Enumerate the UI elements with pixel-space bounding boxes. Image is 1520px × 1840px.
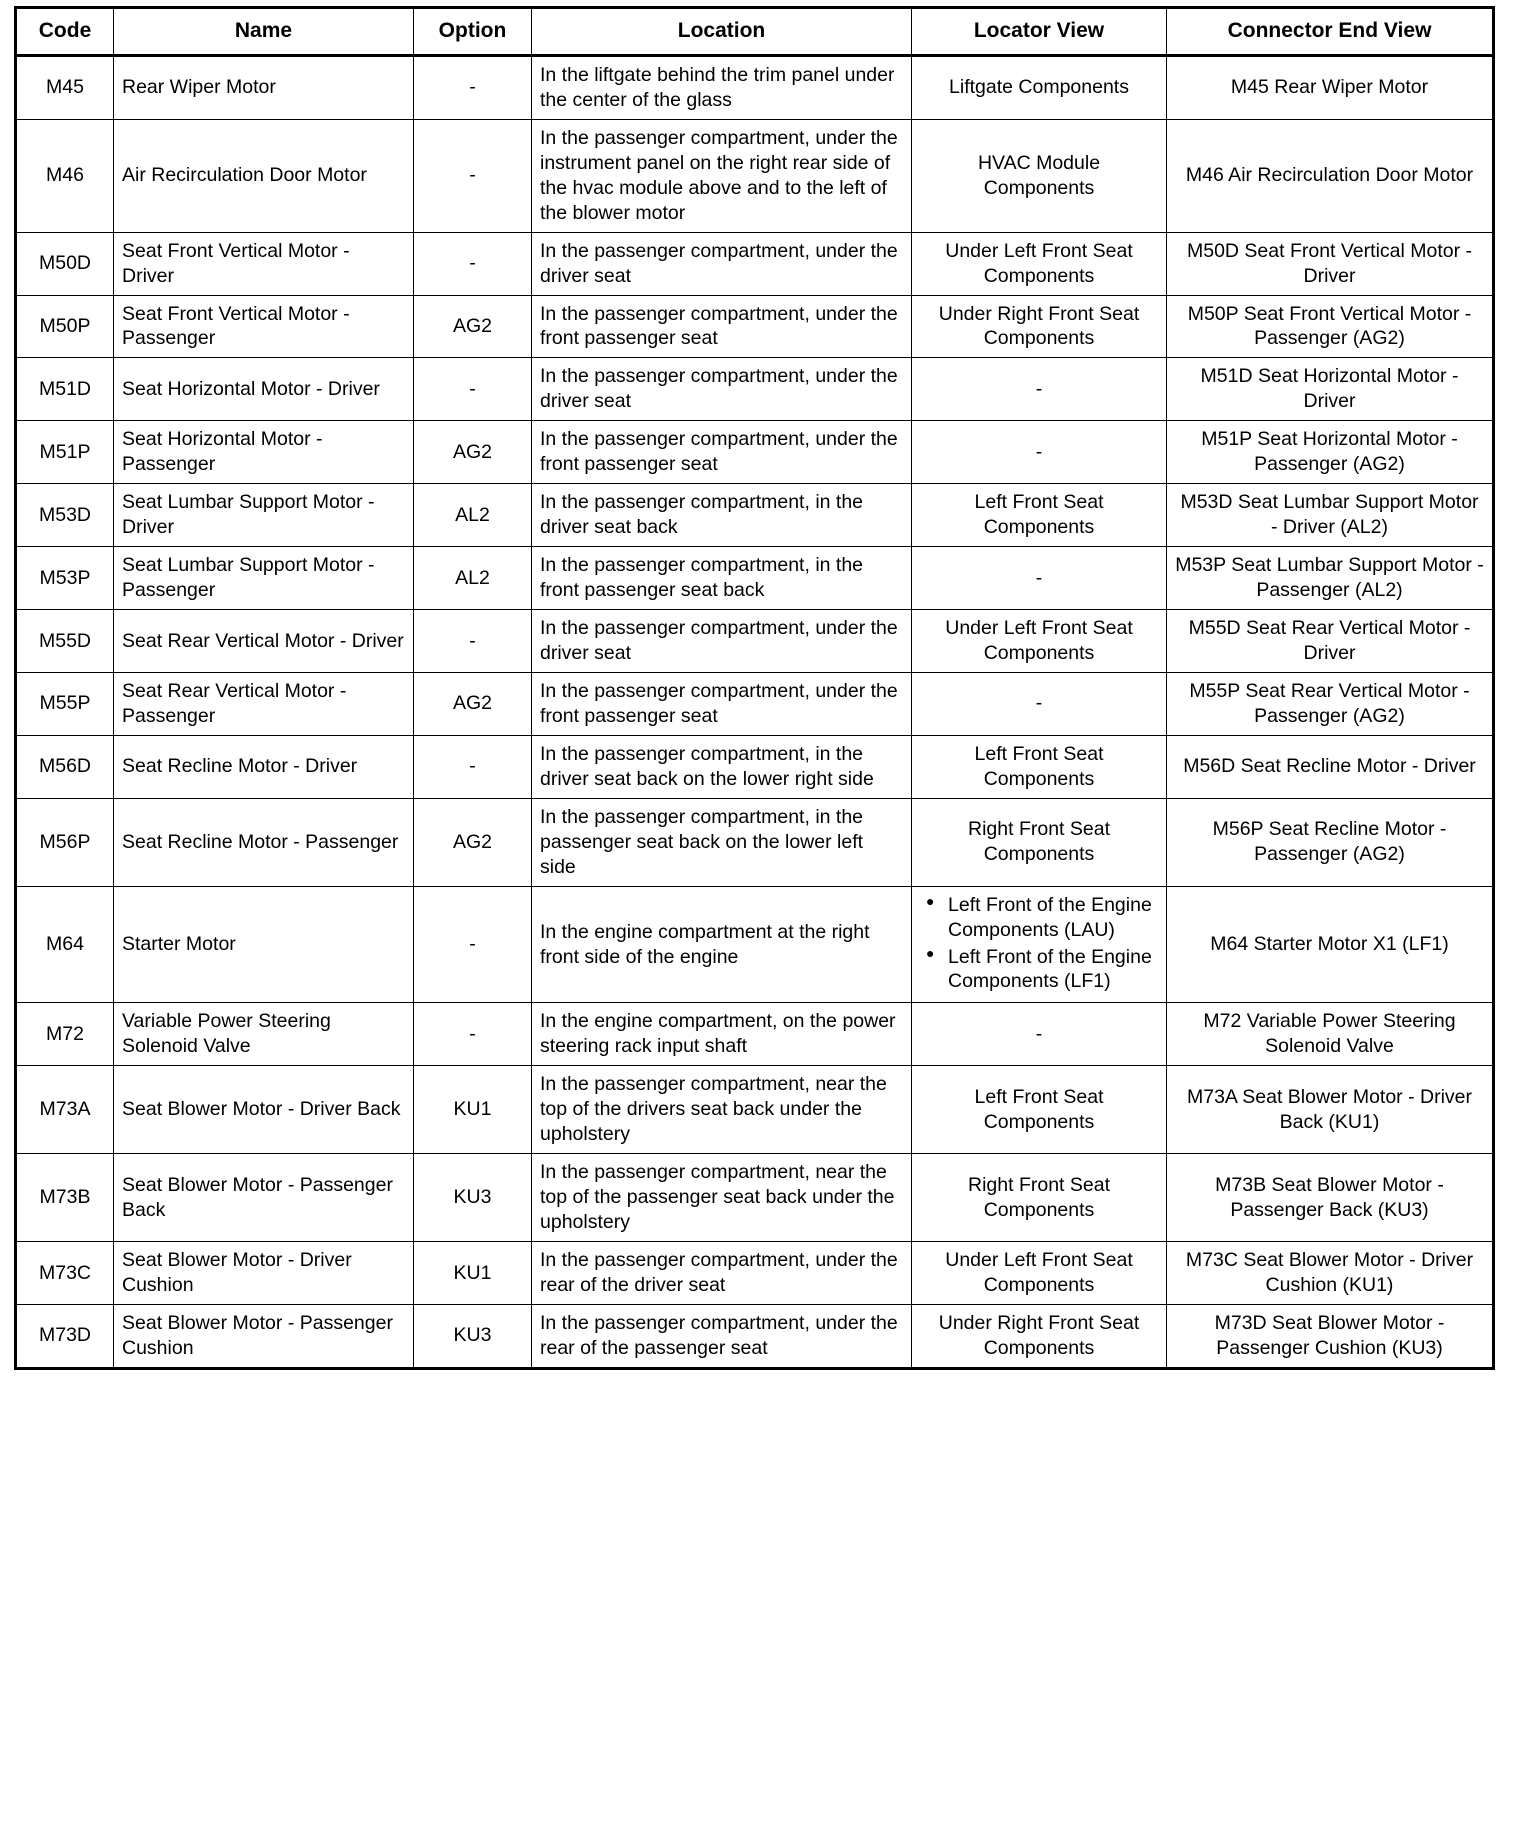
cell-location: In the passenger compartment, under the rear of the driver seat bbox=[532, 1242, 912, 1305]
cell-locator-view: Under Right Front Seat Components bbox=[912, 295, 1167, 358]
cell-name: Seat Horizontal Motor - Driver bbox=[114, 358, 414, 421]
table-row bbox=[16, 610, 1494, 673]
cell-code: M45 bbox=[16, 55, 114, 119]
cell-option: - bbox=[414, 358, 532, 421]
table-header-row bbox=[16, 8, 1494, 56]
cell-code: M73A bbox=[16, 1066, 114, 1154]
cell-locator-view: Liftgate Components bbox=[912, 55, 1167, 119]
cell-option: - bbox=[414, 886, 532, 1003]
cell-locator-view: - bbox=[912, 547, 1167, 610]
cell-option: AG2 bbox=[414, 295, 532, 358]
cell-name: Seat Lumbar Support Motor - Passenger bbox=[114, 547, 414, 610]
cell-locator-view: Under Right Front Seat Components bbox=[912, 1304, 1167, 1368]
cell-code: M50D bbox=[16, 232, 114, 295]
cell-location: In the liftgate behind the trim panel under the center of the glass bbox=[532, 55, 912, 119]
cell-location: In the passenger compartment, in the driver seat back on the lower right side bbox=[532, 735, 912, 798]
table-row bbox=[16, 119, 1494, 232]
cell-code: M56D bbox=[16, 735, 114, 798]
cell-option: AG2 bbox=[414, 672, 532, 735]
cell-name: Seat Lumbar Support Motor - Driver bbox=[114, 484, 414, 547]
cell-location: In the passenger compartment, in the front passenger seat back bbox=[532, 547, 912, 610]
cell-connector-end-view: M55P Seat Rear Vertical Motor - Passenger (AG2) bbox=[1167, 672, 1494, 735]
cell-option: - bbox=[414, 232, 532, 295]
cell-name: Rear Wiper Motor bbox=[114, 55, 414, 119]
table-row bbox=[16, 55, 1494, 119]
cell-connector-end-view: M51D Seat Horizontal Motor - Driver bbox=[1167, 358, 1494, 421]
cell-location: In the passenger compartment, in the driver seat back bbox=[532, 484, 912, 547]
table-body bbox=[16, 55, 1494, 1368]
cell-option: AG2 bbox=[414, 421, 532, 484]
table-row bbox=[16, 547, 1494, 610]
table-row bbox=[16, 735, 1494, 798]
cell-code: M55D bbox=[16, 610, 114, 673]
cell-location: In the passenger compartment, under the front passenger seat bbox=[532, 672, 912, 735]
cell-option: KU3 bbox=[414, 1154, 532, 1242]
cell-name: Starter Motor bbox=[114, 886, 414, 1003]
cell-connector-end-view: M53D Seat Lumbar Support Motor - Driver (AL2) bbox=[1167, 484, 1494, 547]
column-header-location: Location bbox=[532, 8, 912, 56]
cell-location: In the passenger compartment, under the instrument panel on the right rear side of the hvac module above and to the left of the blower motor bbox=[532, 119, 912, 232]
cell-connector-end-view: M73D Seat Blower Motor - Passenger Cushion (KU3) bbox=[1167, 1304, 1494, 1368]
column-header-connector-end-view: Connector End View bbox=[1167, 8, 1494, 56]
cell-location: In the passenger compartment, under the driver seat bbox=[532, 610, 912, 673]
cell-location: In the passenger compartment, under the driver seat bbox=[532, 358, 912, 421]
cell-location: In the passenger compartment, near the top of the drivers seat back under the upholstery bbox=[532, 1066, 912, 1154]
cell-locator-view: Under Left Front Seat Components bbox=[912, 1242, 1167, 1305]
table-row bbox=[16, 295, 1494, 358]
list-item: ● Left Front of the Engine Components (LAU) bbox=[946, 893, 1158, 943]
cell-option: AL2 bbox=[414, 484, 532, 547]
cell-option: - bbox=[414, 55, 532, 119]
cell-code: M64 bbox=[16, 886, 114, 1003]
cell-name: Seat Blower Motor - Passenger Back bbox=[114, 1154, 414, 1242]
cell-name: Seat Rear Vertical Motor - Driver bbox=[114, 610, 414, 673]
cell-connector-end-view: M51P Seat Horizontal Motor - Passenger (AG2) bbox=[1167, 421, 1494, 484]
cell-name: Seat Blower Motor - Driver Back bbox=[114, 1066, 414, 1154]
locator-view-list bbox=[920, 893, 1158, 995]
table-row bbox=[16, 484, 1494, 547]
cell-option: KU1 bbox=[414, 1242, 532, 1305]
cell-code: M53P bbox=[16, 547, 114, 610]
cell-locator-view: Under Left Front Seat Components bbox=[912, 232, 1167, 295]
table-row bbox=[16, 421, 1494, 484]
cell-name: Seat Horizontal Motor - Passenger bbox=[114, 421, 414, 484]
cell-locator-view: HVAC Module Components bbox=[912, 119, 1167, 232]
column-header-name: Name bbox=[114, 8, 414, 56]
cell-name: Air Recirculation Door Motor bbox=[114, 119, 414, 232]
cell-locator-view: Left Front Seat Components bbox=[912, 1066, 1167, 1154]
cell-locator-view: Right Front Seat Components bbox=[912, 798, 1167, 886]
cell-location: In the passenger compartment, under the front passenger seat bbox=[532, 421, 912, 484]
table-row bbox=[16, 1154, 1494, 1242]
cell-option: - bbox=[414, 119, 532, 232]
cell-connector-end-view: M56D Seat Recline Motor - Driver bbox=[1167, 735, 1494, 798]
cell-connector-end-view: M56P Seat Recline Motor - Passenger (AG2) bbox=[1167, 798, 1494, 886]
table-row bbox=[16, 358, 1494, 421]
cell-code: M56P bbox=[16, 798, 114, 886]
cell-location: In the passenger compartment, in the passenger seat back on the lower left side bbox=[532, 798, 912, 886]
cell-connector-end-view: M72 Variable Power Steering Solenoid Valve bbox=[1167, 1003, 1494, 1066]
cell-connector-end-view: M73B Seat Blower Motor - Passenger Back (KU3) bbox=[1167, 1154, 1494, 1242]
cell-locator-view: Under Left Front Seat Components bbox=[912, 610, 1167, 673]
column-header-code: Code bbox=[16, 8, 114, 56]
cell-code: M53D bbox=[16, 484, 114, 547]
cell-name: Seat Recline Motor - Passenger bbox=[114, 798, 414, 886]
cell-option: - bbox=[414, 1003, 532, 1066]
cell-locator-view: Right Front Seat Components bbox=[912, 1154, 1167, 1242]
cell-location: In the engine compartment at the right front side of the engine bbox=[532, 886, 912, 1003]
table-row bbox=[16, 798, 1494, 886]
table-row bbox=[16, 232, 1494, 295]
column-header-locator-view: Locator View bbox=[912, 8, 1167, 56]
cell-option: AL2 bbox=[414, 547, 532, 610]
cell-option: - bbox=[414, 735, 532, 798]
cell-locator-view: - bbox=[912, 1003, 1167, 1066]
cell-location: In the passenger compartment, under the driver seat bbox=[532, 232, 912, 295]
cell-connector-end-view: M73C Seat Blower Motor - Driver Cushion (KU1) bbox=[1167, 1242, 1494, 1305]
cell-code: M46 bbox=[16, 119, 114, 232]
table-row bbox=[16, 1304, 1494, 1368]
cell-connector-end-view: M46 Air Recirculation Door Motor bbox=[1167, 119, 1494, 232]
cell-option: KU1 bbox=[414, 1066, 532, 1154]
cell-code: M73B bbox=[16, 1154, 114, 1242]
cell-code: M51P bbox=[16, 421, 114, 484]
cell-location: In the passenger compartment, near the top of the passenger seat back under the upholstery bbox=[532, 1154, 912, 1242]
table-row bbox=[16, 1242, 1494, 1305]
cell-locator-view: - bbox=[912, 672, 1167, 735]
cell-name: Seat Recline Motor - Driver bbox=[114, 735, 414, 798]
cell-name: Seat Rear Vertical Motor - Passenger bbox=[114, 672, 414, 735]
cell-locator-view: - bbox=[912, 358, 1167, 421]
cell-location: In the engine compartment, on the power steering rack input shaft bbox=[532, 1003, 912, 1066]
cell-connector-end-view: M53P Seat Lumbar Support Motor - Passenger (AL2) bbox=[1167, 547, 1494, 610]
cell-name: Variable Power Steering Solenoid Valve bbox=[114, 1003, 414, 1066]
cell-name: Seat Blower Motor - Passenger Cushion bbox=[114, 1304, 414, 1368]
cell-location: In the passenger compartment, under the rear of the passenger seat bbox=[532, 1304, 912, 1368]
cell-code: M50P bbox=[16, 295, 114, 358]
table-row bbox=[16, 1003, 1494, 1066]
cell-locator-view: Left Front Seat Components bbox=[912, 484, 1167, 547]
cell-code: M72 bbox=[16, 1003, 114, 1066]
cell-connector-end-view: M50D Seat Front Vertical Motor - Driver bbox=[1167, 232, 1494, 295]
cell-connector-end-view: M55D Seat Rear Vertical Motor - Driver bbox=[1167, 610, 1494, 673]
cell-code: M73D bbox=[16, 1304, 114, 1368]
cell-name: Seat Front Vertical Motor - Passenger bbox=[114, 295, 414, 358]
cell-location: In the passenger compartment, under the front passenger seat bbox=[532, 295, 912, 358]
cell-locator-view: - bbox=[912, 421, 1167, 484]
cell-connector-end-view: M73A Seat Blower Motor - Driver Back (KU1) bbox=[1167, 1066, 1494, 1154]
list-item: ● Left Front of the Engine Components (LF1) bbox=[946, 945, 1158, 995]
cell-locator-view: Left Front Seat Components bbox=[912, 735, 1167, 798]
cell-locator-view-list bbox=[912, 886, 1167, 1003]
column-header-option: Option bbox=[414, 8, 532, 56]
cell-name: Seat Front Vertical Motor - Driver bbox=[114, 232, 414, 295]
cell-code: M55P bbox=[16, 672, 114, 735]
cell-code: M73C bbox=[16, 1242, 114, 1305]
component-location-table bbox=[14, 6, 1495, 1370]
cell-option: AG2 bbox=[414, 798, 532, 886]
table-row bbox=[16, 672, 1494, 735]
table-row bbox=[16, 1066, 1494, 1154]
cell-code: M51D bbox=[16, 358, 114, 421]
cell-option: - bbox=[414, 610, 532, 673]
table-row bbox=[16, 886, 1494, 1003]
cell-option: KU3 bbox=[414, 1304, 532, 1368]
cell-connector-end-view: M64 Starter Motor X1 (LF1) bbox=[1167, 886, 1494, 1003]
cell-name: Seat Blower Motor - Driver Cushion bbox=[114, 1242, 414, 1305]
cell-connector-end-view: M50P Seat Front Vertical Motor - Passenger (AG2) bbox=[1167, 295, 1494, 358]
cell-connector-end-view: M45 Rear Wiper Motor bbox=[1167, 55, 1494, 119]
